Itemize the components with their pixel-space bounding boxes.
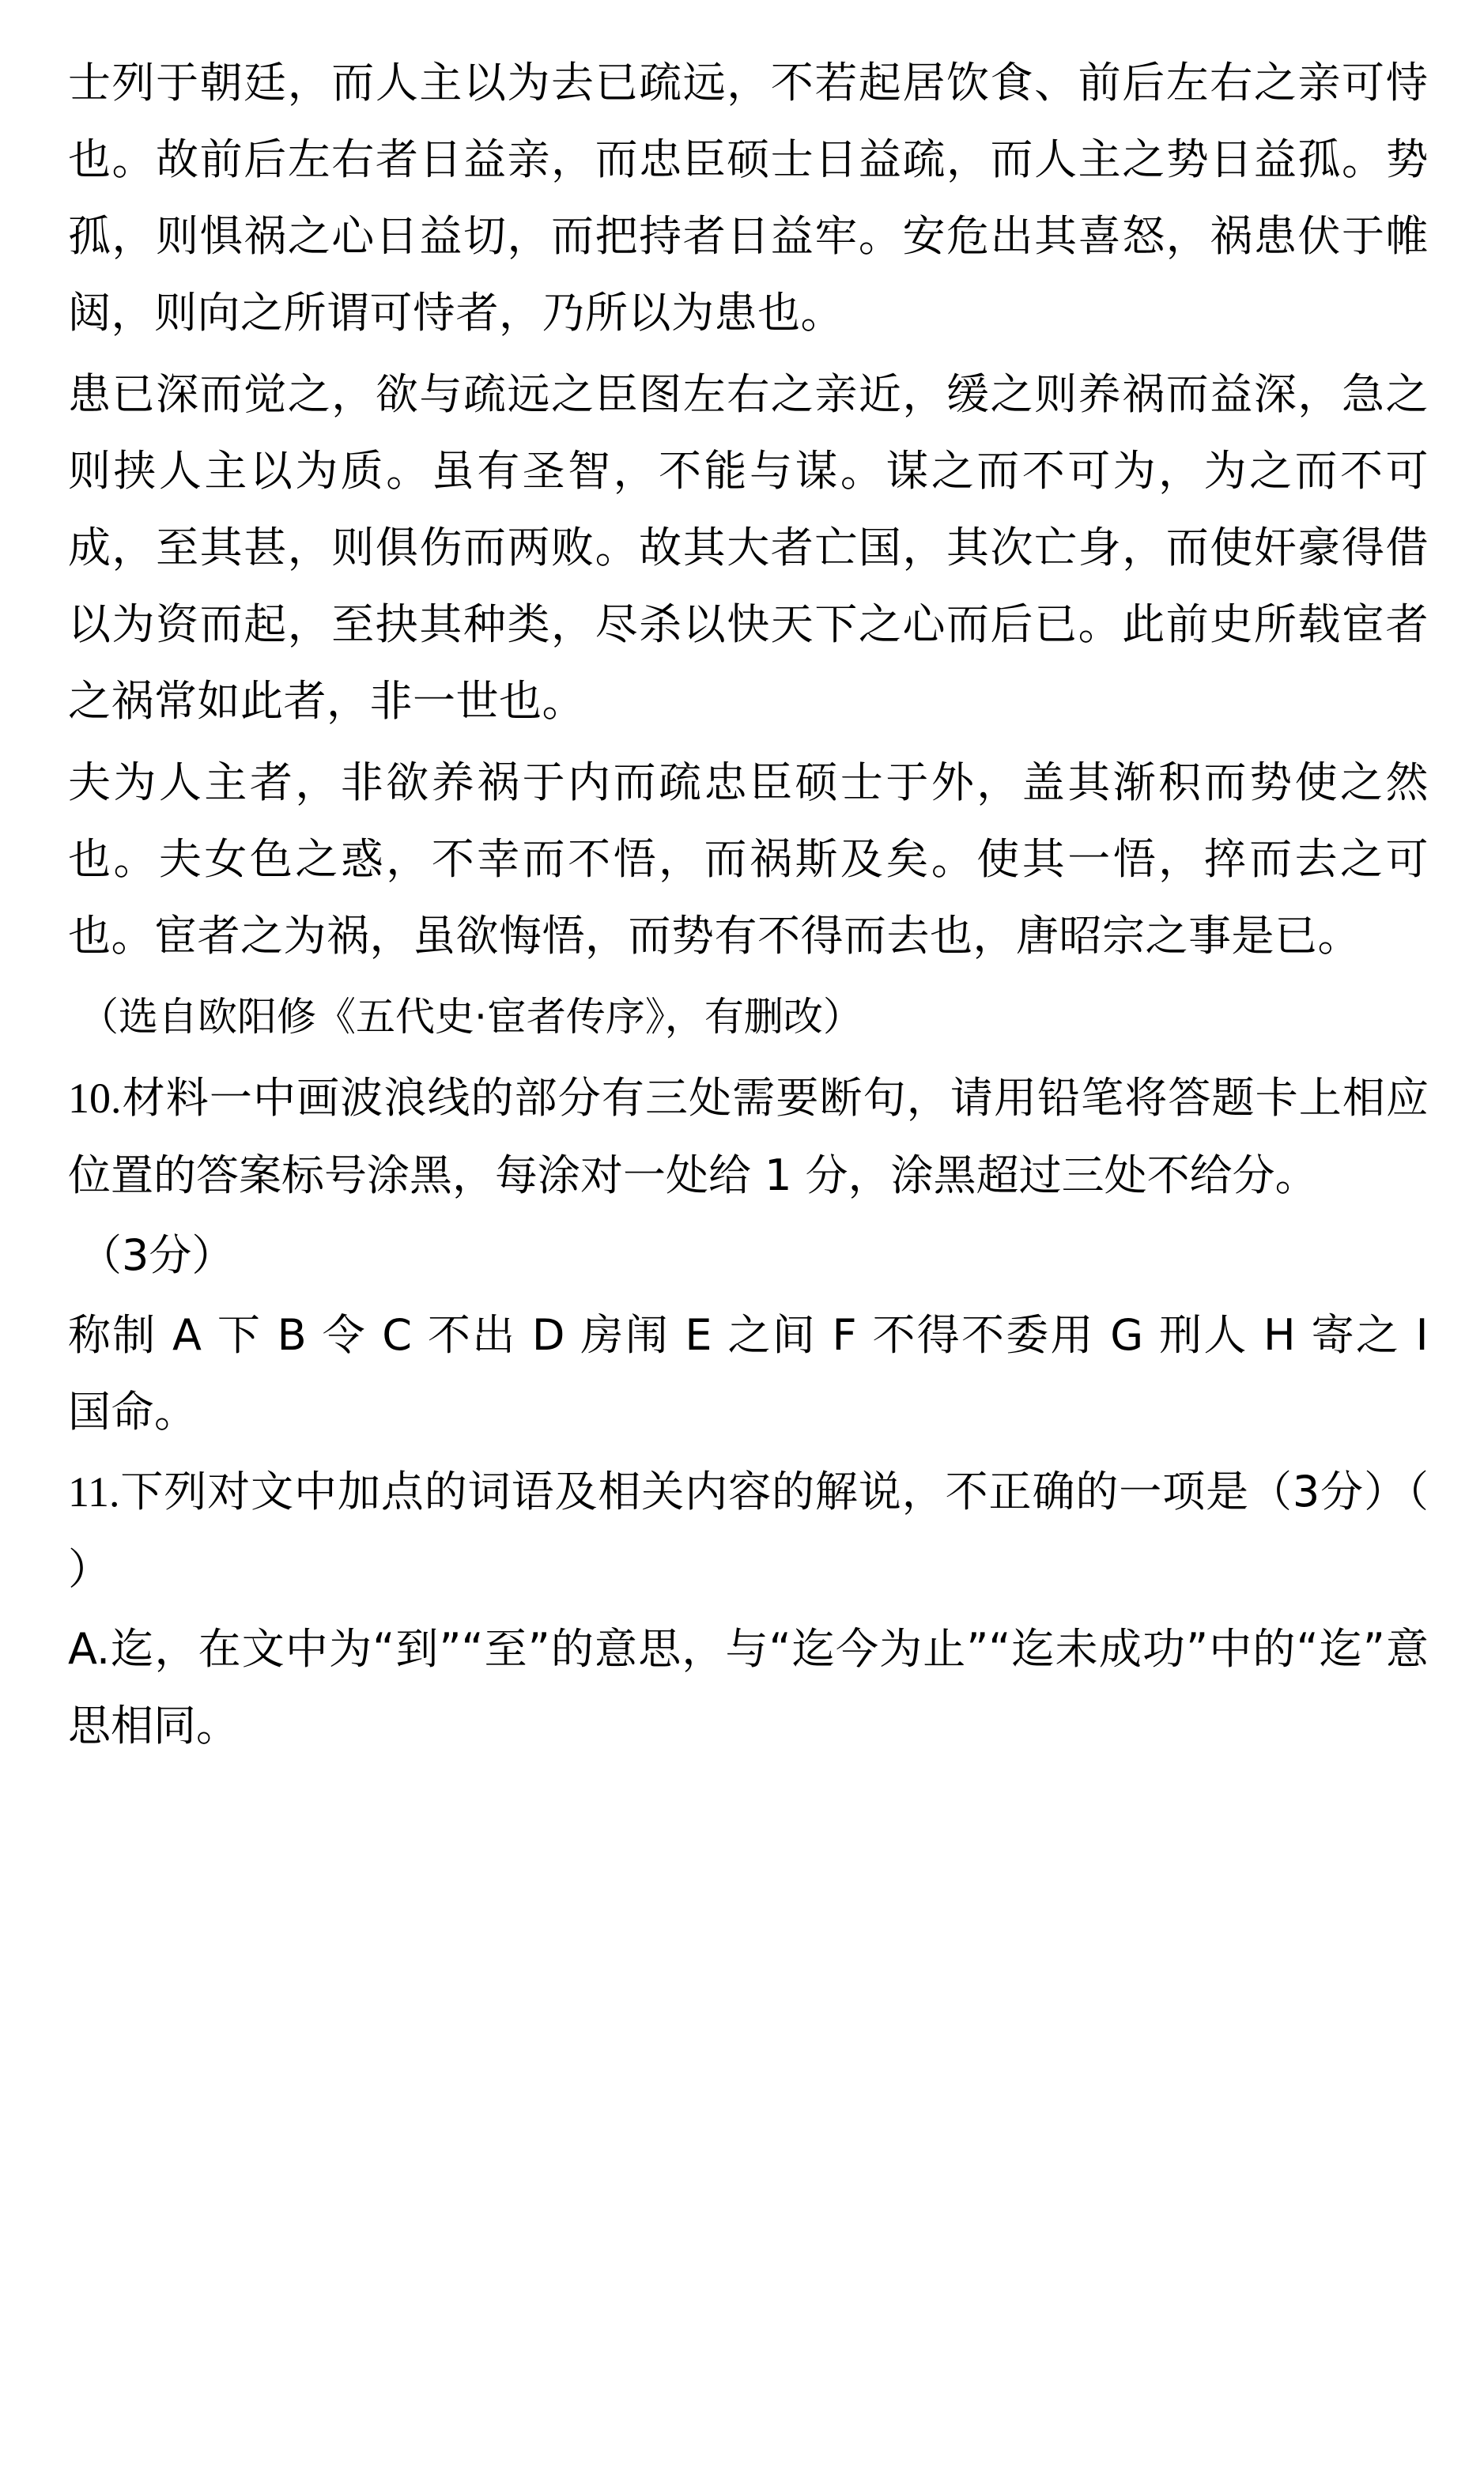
passage-paragraph: 夫为人主者，非欲养祸于内而疏忠臣硕士于外，盖其渐积而势使之然也。夫女色之惑，不幸而不悟，而祸斯及矣。使其一悟，捽而去之可也。宦者之为祸，虽欲悔悟，而势有不得而去也，唐昭宗之事是已。: [68, 757, 1429, 961]
question-11-text: 下列对文中加点的词语及相关内容的解说，不正确的一项是（3分）（ ）: [68, 1467, 1429, 1594]
passage-paragraph: 患已深而觉之，欲与疏远之臣图左右之亲近，缓之则养祸而益深，急之则挟人主以为质。虽有圣智，不能与谋。谋之而不可为，为之而不可成，至其甚，则俱伤而两败。故其大者亡国，其次亡身，而使奸豪得借以为资而起，至抉其种类，尽杀以快天下之心而后已。此前史所载宦者之祸常如此者，非一世也。: [68, 369, 1429, 726]
question-10-text: 材料一中画波浪线的部分有三处需要断句，请用铅笔将答题卡上相应位置的答案标号涂黑，每涂对一处给 1 分，涂黑超过三处不给分。: [68, 1073, 1429, 1200]
question-11-stem: [68, 1453, 1429, 1607]
passage-source-attribution: （选自欧阳修《五代史·宦者传序》，有删改）: [79, 994, 863, 1040]
question-10-break-sentence: 称制 A 下 B 令 C 不出 D 房闱 E 之间 F 不得不委用 G 刑人 H 寄之 I 国命。: [68, 1310, 1429, 1437]
question-11-number: 11.: [68, 1468, 120, 1516]
question-11-option-a: A.迄，在文中为“到”“至”的意思，与“迄今为止”“迄未成功”中的“迄”意思相同。: [68, 1624, 1429, 1751]
passage-body: [68, 44, 1429, 1764]
question-10-stem: [68, 1059, 1429, 1214]
passage-paragraph: 士列于朝廷，而人主以为去已疏远，不若起居饮食、前后左右之亲可恃也。故前后左右者日益亲，而忠臣硕士日益疏，而人主之势日益孤。势孤，则惧祸之心日益切，而把持者日益牢。安危出其喜怒，祸患伏于帷闼，则向之所谓可恃者，乃所以为患也。: [68, 58, 1429, 338]
question-10-score: （3分）: [79, 1230, 235, 1280]
question-10-number: 10.: [68, 1074, 122, 1122]
